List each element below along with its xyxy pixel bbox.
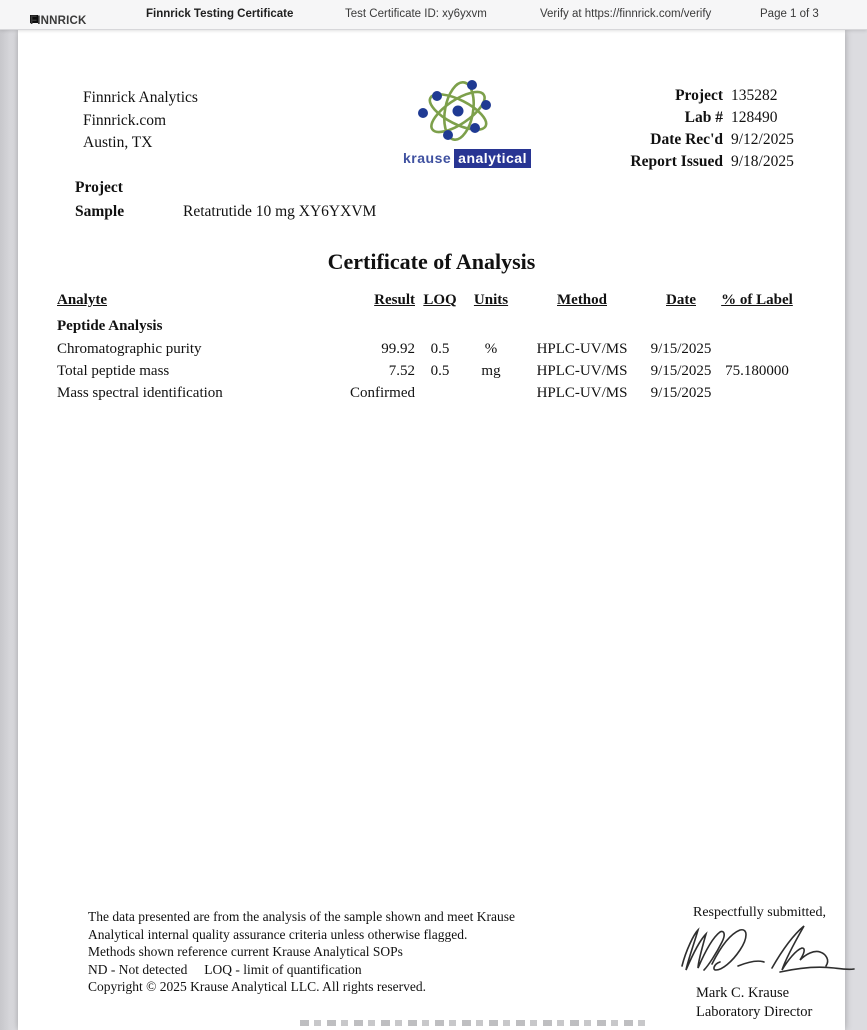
sample-value: Retatrutide 10 mg XY6YXVM: [183, 203, 377, 220]
disclaimer-line: The data presented are from the analysis of the sample shown and meet Krause: [88, 909, 515, 924]
lab-location: Austin, TX: [83, 134, 153, 151]
meta-value: 9/12/2025: [731, 131, 794, 148]
meta-value: 9/18/2025: [731, 153, 794, 170]
cell-result: 7.52: [388, 363, 415, 379]
meta-value: 128490: [731, 109, 778, 126]
meta-row-project: [578, 85, 828, 107]
cell-units: %: [484, 341, 498, 357]
cell-pct-of-label: [715, 341, 799, 358]
header-loq: LOQ: [423, 292, 457, 308]
sample-label: Sample: [75, 203, 125, 220]
table-row: [57, 341, 799, 358]
disclaimer-line: Analytical internal quality assurance criteria unless otherwise flagged.: [88, 926, 468, 942]
logo-word-analytical: analytical: [454, 149, 531, 168]
meta-label: Project: [675, 87, 723, 104]
cell-date: 9/15/2025: [650, 363, 712, 379]
cell-analyte: Total peptide mass: [57, 363, 170, 379]
cell-date: 9/15/2025: [650, 341, 712, 357]
disclaimer-line: Copyright © 2025 Krause Analytical LLC. All rights reserved.: [88, 979, 426, 995]
cell-loq: 0.5: [430, 341, 450, 357]
cell-loq: 0.5: [430, 363, 450, 379]
header-result: Result: [374, 292, 415, 308]
signer-name: Mark C. Krause: [696, 985, 790, 1001]
document-page: [18, 30, 845, 1030]
disclaimer-line: ND - Not detected LOQ - limit of quantification: [88, 961, 362, 977]
meta-label: Date Rec'd: [650, 131, 723, 148]
cell-date: 9/15/2025: [650, 385, 712, 401]
cell-result: Confirmed: [350, 385, 415, 401]
meta-value: 135282: [731, 87, 778, 104]
cell-result: 99.92: [381, 341, 415, 357]
certificate-id: Test Certificate ID: xy6yxvm: [345, 8, 487, 20]
clipped-text-remnant: [300, 1020, 650, 1026]
cell-method: HPLC-UV/MS: [536, 363, 628, 379]
lab-name: Finnrick Analytics: [83, 89, 198, 106]
meta-row-report-issued: [578, 151, 828, 173]
header-date: Date: [666, 292, 696, 308]
cell-method: HPLC-UV/MS: [536, 385, 628, 401]
report-meta-block: [578, 85, 828, 173]
verify-link[interactable]: Verify at https://finnrick.com/verify: [540, 8, 712, 20]
cell-analyte: Mass spectral identification: [57, 385, 223, 401]
meta-label: Report Issued: [630, 153, 723, 170]
page-title: Certificate of Analysis: [327, 249, 536, 274]
signature-image: [668, 920, 863, 987]
meta-label: Lab #: [684, 109, 723, 126]
disclaimer-line: Methods shown reference current Krause Analytical SOPs: [88, 944, 403, 960]
cell-loq: [415, 385, 465, 402]
finnrick-brand-text: FINNRICK: [30, 15, 87, 27]
respectfully-submitted-text: Respectfully submitted,: [693, 905, 826, 920]
project-label: Project: [75, 179, 123, 196]
top-bar: [0, 0, 867, 30]
cell-analyte: Chromatographic purity: [57, 341, 202, 357]
header-pct-of-label: % of Label: [721, 292, 793, 308]
header-analyte: Analyte: [57, 292, 107, 308]
cell-method: HPLC-UV/MS: [536, 341, 628, 357]
krause-analytical-logo: [403, 80, 527, 166]
meta-row-date-received: [578, 129, 828, 151]
header-method: Method: [557, 292, 607, 308]
logo-word-krause: krause: [403, 150, 452, 166]
cell-pct-of-label: [715, 385, 799, 402]
lab-website: Finnrick.com: [83, 111, 167, 129]
cell-units: [465, 385, 517, 402]
meta-row-lab-number: [578, 107, 828, 129]
results-table-header: [57, 292, 799, 309]
logo-wordmark: [403, 150, 527, 166]
disclaimer-block: [88, 908, 548, 996]
cell-units: mg: [481, 363, 501, 379]
atom-icon: [412, 80, 504, 144]
header-units: Units: [473, 292, 509, 308]
topbar-title: Finnrick Testing Certificate: [146, 8, 294, 20]
table-row: [57, 385, 799, 402]
lab-info-block: [83, 87, 198, 155]
table-row: [57, 363, 799, 380]
cell-pct-of-label: 75.180000: [725, 363, 789, 379]
page-indicator: Page 1 of 3: [760, 8, 819, 20]
table-section-peptide-analysis: Peptide Analysis: [57, 318, 163, 334]
signer-title: Laboratory Director: [696, 1004, 813, 1020]
